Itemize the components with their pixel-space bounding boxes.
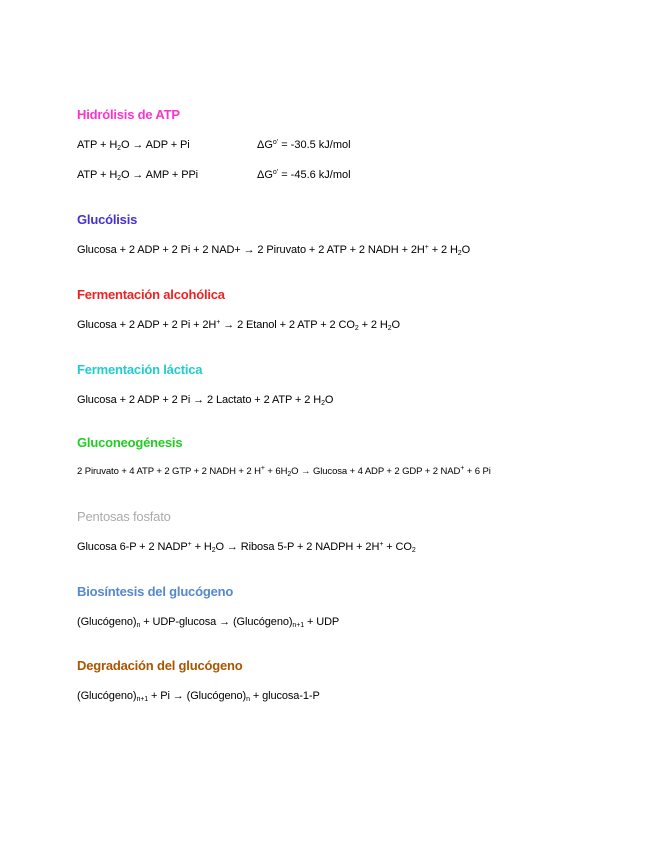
equation-atp-1: ATP + $H_2O$ → ADP + Pi xyxy=(77,139,190,152)
equation-degradacion-glucogeno: $(Glucógeno)_{n+1} + Pi$ → $(Glucógeno)_n + glucosa-1-P$ xyxy=(77,690,320,703)
section-title-atp: Hidrólisis de ATP xyxy=(77,107,180,122)
equation-pentosas-fosfato: Glucosa 6-P + 2 NADP+ + $H_2O$ → Ribosa 5-P + 2 NADPH + $2H^+ + CO_2$ xyxy=(77,541,416,554)
section-title-glucolisis: Glucólisis xyxy=(77,212,138,227)
delta-g-atp-2: $\Delta G^{o'} = -45.6$ kJ/mol xyxy=(257,169,351,181)
equation-glucolisis: Glucosa + 2 ADP + 2 Pi + 2 NAD+ → 2 Piruvato + 2 ATP + 2 NADH + 2H+ + 2 $H_2O$ xyxy=(77,244,471,257)
section-title-biosintesis-glucogeno: Biosíntesis del glucógeno xyxy=(77,584,234,599)
equation-fermentacion-alcoholica: Glucosa + 2 ADP + 2 Pi + 2H+ → 2 Etanol + 2 ATP + 2 $CO_2 + 2$ $H_2O$ xyxy=(77,319,400,332)
equation-biosintesis-glucogeno: $(Glucógeno)_n + UDP-glucosa$ → $(Glucógeno)_{n+1}$ + UDP xyxy=(77,616,340,629)
delta-g-atp-1: $\Delta G^{o'} = -30.5$ kJ/mol xyxy=(257,139,351,151)
section-title-gluconeogenesis: Gluconeogénesis xyxy=(77,435,183,450)
section-title-degradacion-glucogeno: Degradación del glucógeno xyxy=(77,658,243,673)
equation-fermentacion-lactica: Glucosa + 2 ADP + 2 Pi → 2 Lactato + 2 ATP + 2 $H_2O$ xyxy=(77,394,334,407)
section-title-pentosas-fosfato: Pentosas fosfato xyxy=(77,509,171,524)
equation-gluconeogenesis: 2 Piruvato + 4 ATP + 2 GTP + 2 NADH + 2 $H^+ + 6H_2O \to Glucosa + 4$ ADP + 2 GDP + 2 NAD+ + 6 Pi xyxy=(77,465,491,478)
section-title-fermentacion-lactica: Fermentación láctica xyxy=(77,362,203,377)
equation-atp-2: ATP + $H_2O$ → AMP + PPi xyxy=(77,169,199,182)
section-title-fermentacion-alcoholica: Fermentación alcohólica xyxy=(77,287,225,302)
